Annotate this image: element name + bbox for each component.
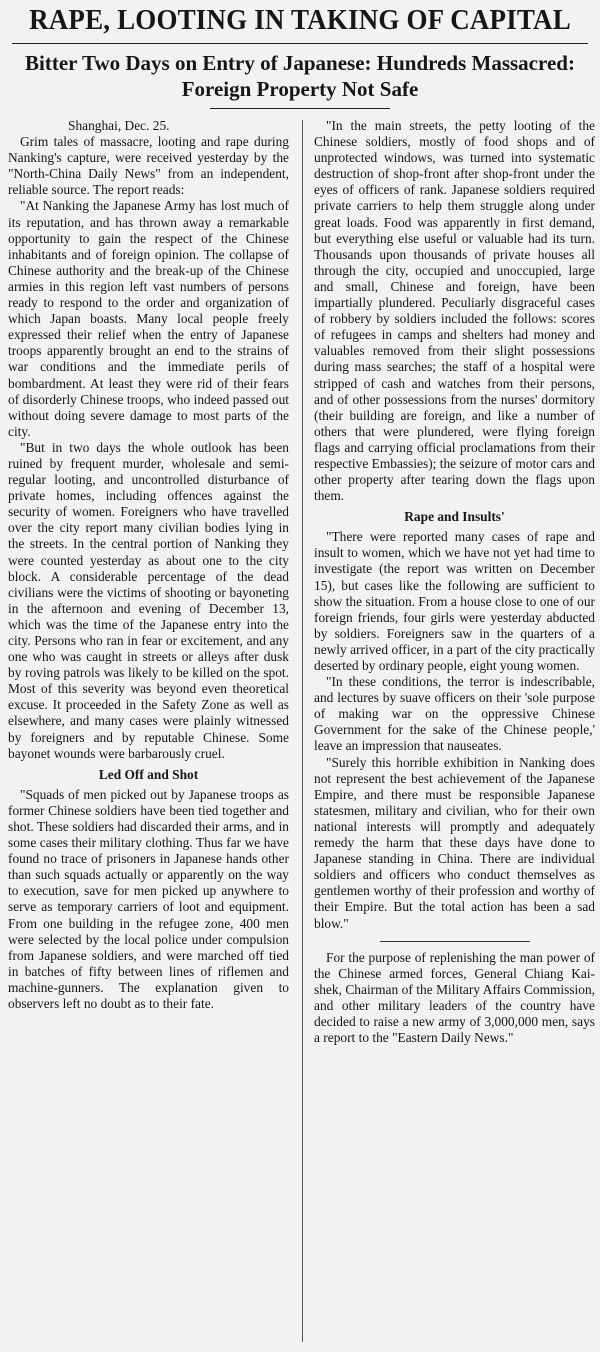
paragraph: "But in two days the whole outlook has been ruined by frequent murder, wholesale and semi-regular looting, and uncontrolled disturbance of private homes, including offences against the security of women. Foreigners who have travelled over the city report many civilian bodies lying in the streets. In the central portion of Nanking they were counted yesterday as about one to the city block. A considerable percentage of the dead civilians were the victims of shooting or bayoneting in the afternoon and evening of December 13, which was the time of the Japanese entry into the city. Persons who ran in fear or excitement, and any one who was caught in streets or alleys after dusk by roving patrols was likely to be killed on the spot. Most of this severity was beyond even theoretical excuse. It proceeded in the Safety Zone as well as elsewhere, and many cases were plainly witnessed by foreigners and by reputable Chinese. Some bayonet wounds were barbarously cruel. bbox=[8, 439, 289, 761]
deck: Bitter Two Days on Entry of Japanese: Hundreds Massacred: Foreign Property Not Safe bbox=[25, 51, 575, 101]
dateline: Shanghai, Dec. 25. bbox=[68, 118, 170, 133]
headline: RAPE, LOOTING IN TAKING OF CAPITAL bbox=[29, 4, 571, 36]
paragraph: "There were reported many cases of rape and insult to women, which we have not yet had time to investigate (the report was written on December 15), but cases like the following are sufficient to show the situation. From a house close to one of our foreign friends, four girls were yesterday abducted by soldiers. Foreigners saw in the quarters of a newly arrived officer, in a part of the city practically deserted by ordinary people, eight young women. bbox=[314, 529, 595, 673]
subhead-rape-and-insults: Rape and Insults' bbox=[404, 509, 505, 525]
column-divider bbox=[302, 120, 303, 1342]
right-column bbox=[314, 118, 595, 1046]
article-body bbox=[8, 118, 595, 1346]
section-separator bbox=[380, 941, 530, 942]
headline-rule bbox=[12, 43, 588, 44]
paragraph: "In these conditions, the terror is indescribable, and lectures by suave officers on their 'sole purpose of making war on the oppressive Chinese Government for the sake of the Chinese people,' leave an impression that nauseates. bbox=[314, 674, 595, 754]
paragraph: "Surely this horrible exhibition in Nanking does not represent the best achievement of the Japanese Empire, and there must be responsible Japanese statesmen, military and civilian, who for their own national interests will promptly and adequately remedy the harm that these days have done to Japanese standing in China. There are individual soldiers and officers who conduct themselves as gentlemen worthy of their profession and worthy of their Empire. But the total action has been a sad blow." bbox=[314, 754, 595, 931]
paragraph: "At Nanking the Japanese Army has lost much of its reputation, and has thrown away a remarkable opportunity to gain the respect of the Chinese inhabitants and of foreign opinion. The collapse of Chinese authority and the break-up of the Chinese armies in this region left vast numbers of persons ready to respond to the order and organization of which Japan boasts. Many local people freely expressed their relief when the entry of Japanese troops apparently brought an end to the strains of war conditions and the immediate perils of bombardment. At least they were rid of their fears of disorderly Chinese troops, who indeed passed out without doing severe damage to most parts of the city. bbox=[8, 198, 289, 439]
deck-rule bbox=[210, 108, 390, 109]
paragraph: Grim tales of massacre, looting and rape during Nanking's capture, were received yesterday by the "North-China Daily News" from an independent, reliable source. The report reads: bbox=[8, 134, 289, 198]
paragraph: For the purpose of replenishing the man power of the Chinese armed forces, General Chiang Kai-shek, Chairman of the Military Affairs Commission, and other military leaders of the country have decided to raise a new army of 3,000,000 men, says a report to the "Eastern Daily News." bbox=[314, 949, 595, 1046]
paragraph: "Squads of men picked out by Japanese troops as former Chinese soldiers have been tied together and shot. These soldiers had discarded their arms, and in some cases their military clothing. Thus far we have found no trace of prisoners in Japanese hands other than such squads actually or apparently on the way to execution, save for men picked up anywhere to serve as temporary carriers of loot and equipment. From one building in the refugee zone, 400 men were selected by the local police under compulsion from Japanese soldiers, and were marched off tied in batches of fifty between lines of riflemen and machine-gunners. The explanation given to observers left no doubt as to their fate. bbox=[8, 786, 289, 1011]
subhead-led-off-and-shot: Led Off and Shot bbox=[98, 766, 199, 782]
left-column bbox=[8, 118, 289, 1012]
paragraph: "In the main streets, the petty looting of the Chinese soldiers, mostly of food shops and of unprotected windows, was turned into systematic destruction of shop-front after shop-front under the eyes of officers of rank. Japanese soldiers required private carriers to help them struggle along under great loads. Food was apparently in first demand, but everything else useful or valuable had its turn. Thousands upon thousands of private houses all through the city, occupied and unoccupied, large and small, Chinese and foreign, have been impartially plundered. Peculiarly disgraceful cases of robbery by soldiers included the follows: scores of refugees in camps and shelters had money and valuables removed from their slight possessions during mass searches; the staff of a hospital were stripped of cash and watches from their persons, and of other possessions from the nurses' dormitory (their building are foreign, and like a number of others that were plundered, were flying foreign flags and carrying official proclamations from their respective Embassies); the seizure of motor cars and other property after tearing down the flags upon them. bbox=[314, 118, 595, 504]
